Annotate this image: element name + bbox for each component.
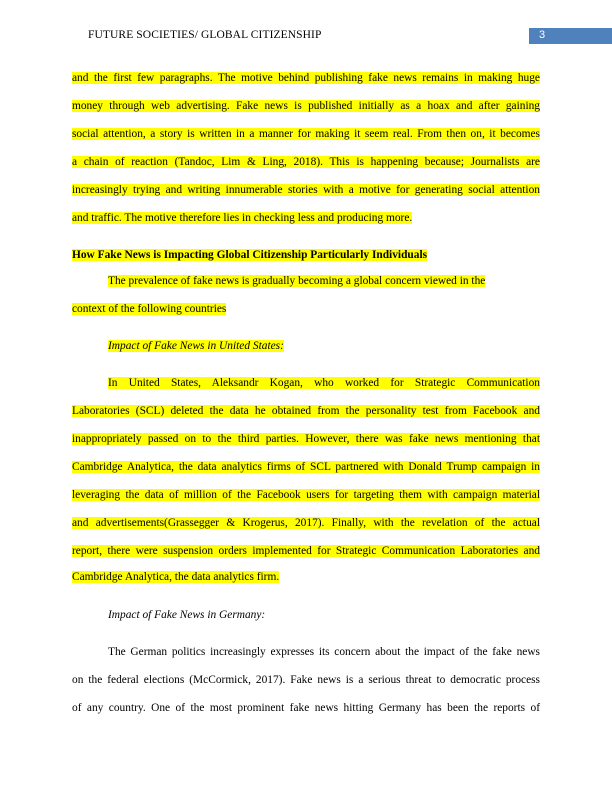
subheading-germany: Impact of Fake News in Germany:	[108, 609, 266, 621]
paragraph-us-line: report, there were suspension orders implemented for Strategic Communication Laboratories and	[72, 545, 540, 557]
paragraph-us-line: Laboratories (SCL) deleted the data he obtained from the personality test from Facebook and	[72, 405, 540, 417]
page-number: 3	[539, 29, 546, 41]
paragraph-us-line: and advertisements(Grassegger & Krogerus, 2017). Finally, with the revelation of the actual	[72, 517, 540, 529]
paragraph-1-line: increasingly trying and writing innumerable stories with a motive for generating social attention	[72, 184, 540, 196]
section-heading: How Fake News is Impacting Global Citizenship Particularly Individuals	[72, 249, 428, 261]
paragraph-us-line: Cambridge Analytica, the data analytics firm.	[72, 571, 280, 583]
paragraph-2-line: context of the following countries	[72, 303, 227, 315]
paragraph-1-line: money through web advertising. Fake news is published initially as a hoax and after gaining	[72, 100, 540, 112]
subheading-united-states: Impact of Fake News in United States:	[108, 340, 284, 352]
paragraph-1-line: and traffic. The motive therefore lies in checking less and producing more.	[72, 212, 413, 224]
paragraph-us-line: leveraging the data of million of the Facebook users for targeting them with campaign material	[72, 489, 540, 501]
paragraph-1-line: social attention, a story is written in a manner for making it seem real. From then on, it becomes	[72, 128, 540, 140]
paragraph-germany-line: on the federal elections (McCormick, 2017). Fake news is a serious threat to democratic process	[72, 674, 540, 686]
paragraph-1-line: a chain of reaction (Tandoc, Lim & Ling, 2018). This is happening because; Journalists are	[72, 156, 540, 168]
paragraph-us-line: In United States, Aleksandr Kogan, who worked for Strategic Communication	[108, 377, 540, 389]
paragraph-2-line: The prevalence of fake news is gradually becoming a global concern viewed in the	[108, 275, 486, 287]
paragraph-us-line: inappropriately passed on to the third parties. However, there was fake news mentioning that	[72, 433, 540, 445]
paragraph-germany-line: of any country. One of the most prominent fake news hitting Germany has been the reports of	[72, 702, 540, 714]
paragraph-germany-line: The German politics increasingly expresses its concern about the impact of the fake news	[108, 646, 540, 658]
page-number-box	[529, 28, 612, 44]
paragraph-us-line: Cambridge Analytica, the data analytics firms of SCL partnered with Donald Trump campaign in	[72, 461, 540, 473]
running-header: FUTURE SOCIETIES/ GLOBAL CITIZENSHIP	[88, 29, 322, 41]
paragraph-1-line: and the first few paragraphs. The motive behind publishing fake news remains in making huge	[72, 72, 540, 84]
